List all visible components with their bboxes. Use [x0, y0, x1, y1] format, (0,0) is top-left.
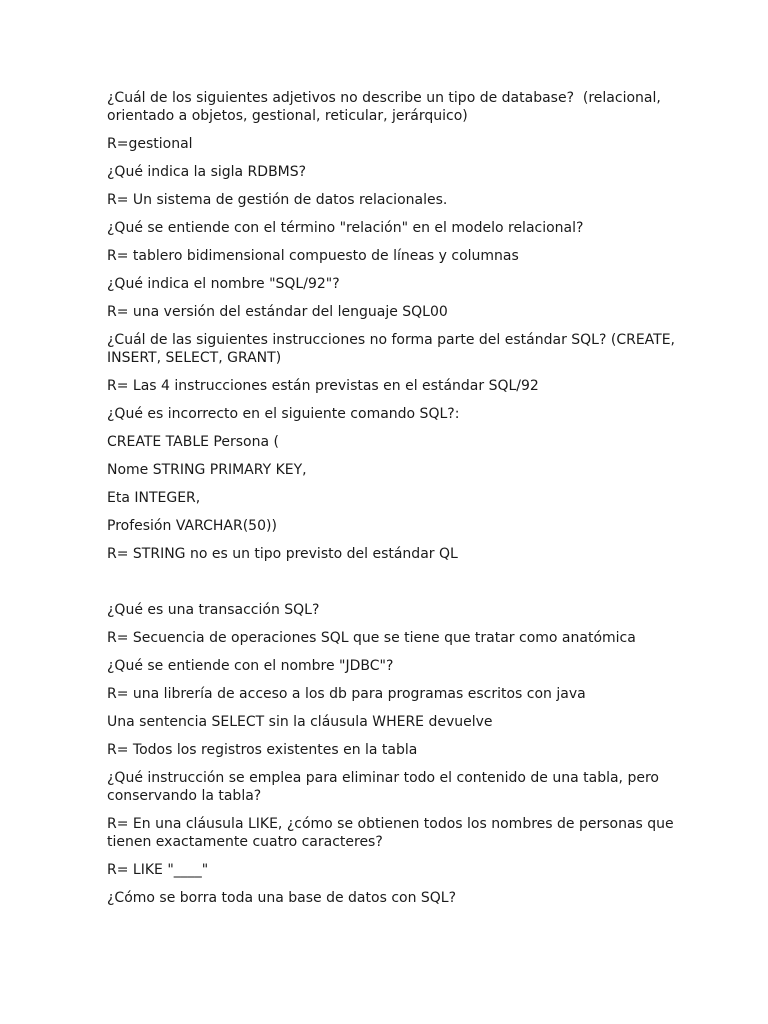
code-line-eta: Eta INTEGER, — [107, 490, 201, 506]
question-sql92: ¿Qué indica el nombre "SQL/92"? — [107, 276, 340, 292]
code-line-profesion: Profesión VARCHAR(50)) — [107, 518, 277, 534]
answer-like-pattern: R= LIKE "____" — [107, 862, 209, 878]
answer-rdbms: R= Un sistema de gestión de datos relacionales. — [107, 192, 448, 208]
question-delete-table-content: ¿Qué instrucción se emplea para eliminar todo el contenido de una tabla, pero conservando la tabla? — [107, 770, 664, 804]
answer-select-without-where: R= Todos los registros existentes en la tabla — [107, 742, 418, 758]
answer-sql-instructions: R= Las 4 instrucciones están previstas en el estándar SQL/92 — [107, 378, 539, 394]
document-page — [107, 89, 687, 917]
answer-database-types: R=gestional — [107, 136, 193, 152]
answer-sql92: R= una versión del estándar del lenguaje SQL00 — [107, 304, 448, 320]
answer-relacion: R= tablero bidimensional compuesto de líneas y columnas — [107, 248, 519, 264]
blank-line — [107, 573, 687, 601]
question-select-without-where: Una sentencia SELECT sin la cláusula WHERE devuelve — [107, 714, 493, 730]
answer-jdbc: R= una librería de acceso a los db para programas escritos con java — [107, 686, 586, 702]
question-rdbms: ¿Qué indica la sigla RDBMS? — [107, 164, 307, 180]
code-line-nome: Nome STRING PRIMARY KEY, — [107, 462, 307, 478]
question-transaction: ¿Qué es una transacción SQL? — [107, 602, 320, 618]
question-sql-instructions: ¿Cuál de las siguientes instrucciones no forma parte del estándar SQL? (CREATE, INSERT, SELECT, GRANT) — [107, 332, 680, 366]
question-relacion: ¿Qué se entiende con el término "relación" en el modelo relacional? — [107, 220, 584, 236]
question-drop-database: ¿Cómo se borra toda una base de datos con SQL? — [107, 890, 457, 906]
code-line-create-table: CREATE TABLE Persona ( — [107, 434, 279, 450]
answer-transaction: R= Secuencia de operaciones SQL que se tiene que tratar como anatómica — [107, 630, 636, 646]
answer-incorrect-command: R= STRING no es un tipo previsto del estándar QL — [107, 546, 458, 562]
answer-like-clause: R= En una cláusula LIKE, ¿cómo se obtienen todos los nombres de personas que tienen exactamente cuatro caracteres? — [107, 816, 679, 850]
question-jdbc: ¿Qué se entiende con el nombre "JDBC"? — [107, 658, 394, 674]
question-database-types: ¿Cuál de los siguientes adjetivos no describe un tipo de database? (relacional, orientado a objetos, gestional, reticular, jerárquico) — [107, 90, 666, 124]
question-incorrect-command: ¿Qué es incorrecto en el siguiente comando SQL?: — [107, 406, 460, 422]
